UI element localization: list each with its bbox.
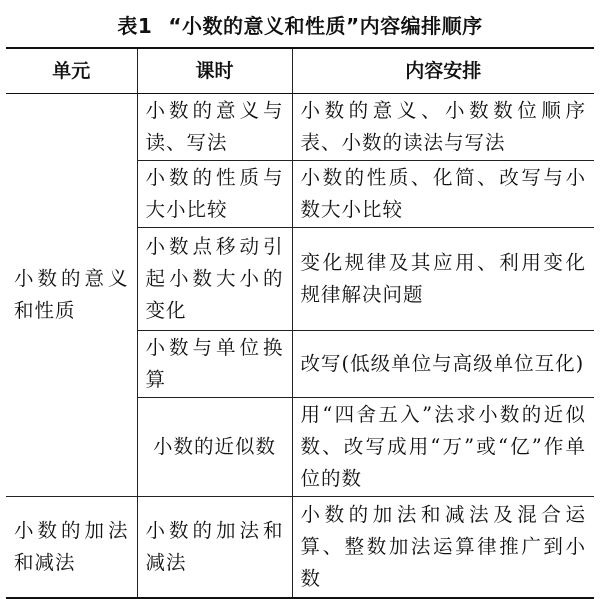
content-cell: 小数的性质、化简、改写与小数大小比较 bbox=[292, 161, 594, 228]
unit-cell: 小数的意义和性质 bbox=[6, 94, 137, 497]
header-row bbox=[6, 48, 594, 94]
lesson-cell: 小数点移动引起小数大小的变化 bbox=[137, 228, 292, 331]
lesson-cell: 小数的近似数 bbox=[137, 398, 292, 497]
lesson-cell: 小数的加法和减法 bbox=[137, 497, 292, 599]
lesson-cell: 小数的意义与读、写法 bbox=[137, 94, 292, 161]
content-cell: 小数的加法和减法及混合运算、整数加法运算律推广到小数 bbox=[292, 497, 594, 599]
table-number: 表1 bbox=[117, 14, 153, 38]
content-cell: 变化规律及其应用、利用变化规律解决问题 bbox=[292, 228, 594, 331]
header-unit: 单元 bbox=[6, 48, 137, 94]
content-arrangement-table bbox=[6, 47, 594, 599]
table-row bbox=[6, 497, 594, 599]
header-lesson: 课时 bbox=[137, 48, 292, 94]
content-cell: 小数的意义、小数数位顺序表、小数的读法与写法 bbox=[292, 94, 594, 161]
table-caption bbox=[0, 10, 600, 39]
content-cell: 改写(低级单位与高级单位互化) bbox=[292, 331, 594, 398]
lesson-cell: 小数与单位换算 bbox=[137, 331, 292, 398]
lesson-cell: 小数的性质与大小比较 bbox=[137, 161, 292, 228]
table-row bbox=[6, 94, 594, 161]
header-content: 内容安排 bbox=[292, 48, 594, 94]
content-cell: 用“四舍五入”法求小数的近似数、改写成用“万”或“亿”作单位的数 bbox=[292, 398, 594, 497]
table-title: “小数的意义和性质”内容编排顺序 bbox=[168, 14, 483, 38]
unit-cell: 小数的加法和减法 bbox=[6, 497, 137, 599]
